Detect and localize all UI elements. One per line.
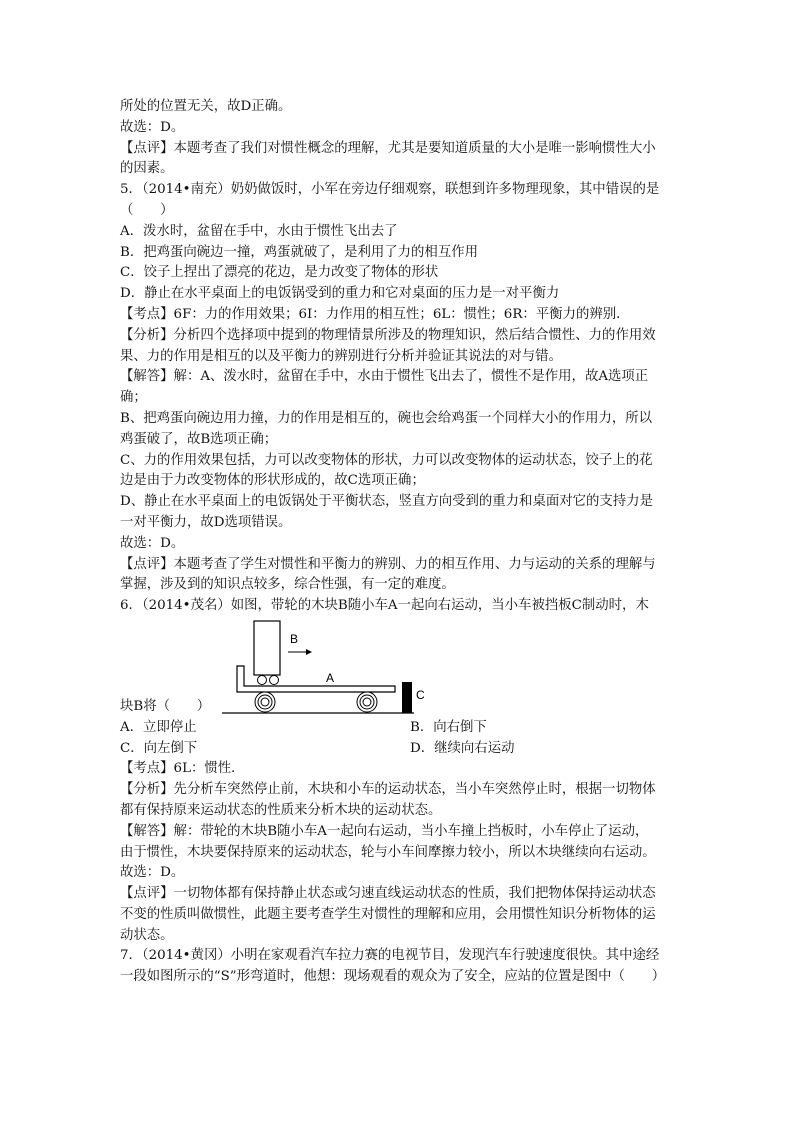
cart-wheel: [357, 692, 377, 712]
text-block-top: [120, 97, 680, 617]
option-c: C．向左倒下: [120, 740, 198, 756]
question-6-stem-end: 块B将（ ）: [120, 698, 211, 714]
question-5-stem: 5．（2014•南充）奶奶做饭时，小军在旁边仔细观察，联想到许多物理现象，其中错误的是: [120, 182, 660, 198]
barrier-c: [402, 682, 412, 713]
text-line: C、力的作用效果包括，力可以改变物体的形状，力可以改变物体的运动状态，饺子上的花: [120, 452, 653, 468]
text-line: 不变的性质叫做惯性，此题主要考查学生对惯性的理解和应用，会用惯性知识分析物体的运: [120, 906, 656, 922]
text-line: 由于惯性，木块要保持原来的运动状态，轮与小车间摩擦力较小，所以木块继续向右运动。: [120, 844, 656, 860]
text-line: 所处的位置无关，故D正确。: [120, 99, 292, 114]
fenxi-line: 【分析】先分析车突然停止前，木块和小车的运动状态，当小车突然停止时，根据一切物体: [120, 782, 656, 798]
cart-diagram-svg: [214, 618, 444, 723]
document-page: [120, 97, 680, 988]
text-line: 鸡蛋破了，故B选项正确；: [120, 431, 278, 447]
text-line: 故选：D。: [120, 535, 185, 551]
text-line: 动状态。: [120, 927, 174, 943]
cart-diagram: [214, 618, 444, 723]
text-line: D、静止在水平桌面上的电饭锅处于平衡状态，竖直方向受到的重力和桌面对它的支持力是: [120, 494, 653, 510]
text-line: 都有保持原来运动状态的性质来分析木块的运动状态。: [120, 802, 442, 818]
text-line: 【点评】本题考查了我们对惯性概念的理解，尤其是要知道质量的大小是唯一影响惯性大小: [120, 140, 656, 156]
kaodian-line: 【考点】6F：力的作用效果；6I：力作用的相互性；6L：惯性；6R：平衡力的辨别．: [120, 306, 630, 322]
block-wheel: [258, 676, 267, 685]
arrowhead: [306, 649, 312, 655]
text-line: 一对平衡力，故D选项错误。: [120, 514, 292, 530]
text-line: 的因素。: [120, 161, 174, 177]
label-a: A: [326, 671, 335, 685]
text-line: 故选：D。: [120, 119, 185, 135]
options-row-2: [120, 739, 680, 760]
dianping-line: 【点评】本题考查了学生对惯性和平衡力的辨别、力的相互作用、力与运动的关系的理解与: [120, 556, 656, 572]
dianping-line: 【点评】一切物体都有保持静止状态或匀速直线运动状态的性质，我们把物体保持运动状态: [120, 886, 656, 902]
option-d: D．静止在水平桌面上的电饭锅受到的重力和它对桌面的压力是一对平衡力: [120, 286, 560, 302]
text-line: B、把鸡蛋向碗边用力撞，力的作用是相互的，碗也会给鸡蛋一个同样大小的作用力，所以: [120, 410, 653, 426]
jieda-line: 【解答】解：带轮的木块B随小车A一起向右运动，当小车撞上挡板时，小车停止了运动，: [120, 823, 649, 839]
cart-wheel: [255, 692, 275, 712]
text-line: 故选：D。: [120, 865, 185, 881]
option-b: B．把鸡蛋向碗边一撞，鸡蛋就破了，是利用了力的相互作用: [120, 244, 478, 260]
question-6-stem: 6．（2014•茂名）如图，带轮的木块B随小车A一起向右运动，当小车被挡板C制动时，木: [120, 598, 649, 614]
text-line: 掌握，涉及到的知识点较多，综合性强，有一定的难度。: [120, 577, 455, 593]
label-b: B: [290, 632, 299, 646]
option-c: C．饺子上捏出了漂亮的花边，是力改变了物体的形状: [120, 265, 439, 281]
fenxi-line: 【分析】分析四个选择项中提到的物理情景所涉及的物理知识，然后结合惯性、力的作用效: [120, 327, 656, 343]
label-c: C: [416, 688, 425, 702]
text-line: 果、力的作用是相互的以及平衡力的辨别进行分析并验证其说法的对与错。: [120, 348, 562, 364]
question-7-stem: 7．（2014•黄冈）小明在家观看汽车拉力赛的电视节目，发现汽车行驶速度很快。其中途经: [120, 948, 660, 964]
text-line: 一段如图所示的“S”形弯道时，他想：现场观看的观众为了安全，应站的位置是图中（ ）: [120, 969, 666, 985]
option-d: D．继续向右运动: [410, 740, 515, 756]
block-wheel: [270, 676, 279, 685]
option-b: B．向右倒下: [410, 719, 487, 735]
text-line: 边是由于力改变物体的形状形成的，故C选项正确；: [120, 473, 425, 489]
option-a: A．泼水时，盆留在手中，水由于惯性飞出去了: [120, 223, 398, 239]
text-line: 确；: [120, 390, 147, 406]
question-5-blank: （ ）: [120, 202, 174, 218]
block-b: [254, 621, 280, 675]
option-a: A．立即停止: [120, 719, 197, 735]
kaodian-line: 【考点】6L：惯性．: [120, 761, 245, 777]
jieda-line: 【解答】解：A、泼水时，盆留在手中，水由于惯性飞出去了，惯性不是作用，故A选项正: [120, 369, 649, 385]
text-block-bottom: [120, 759, 680, 988]
